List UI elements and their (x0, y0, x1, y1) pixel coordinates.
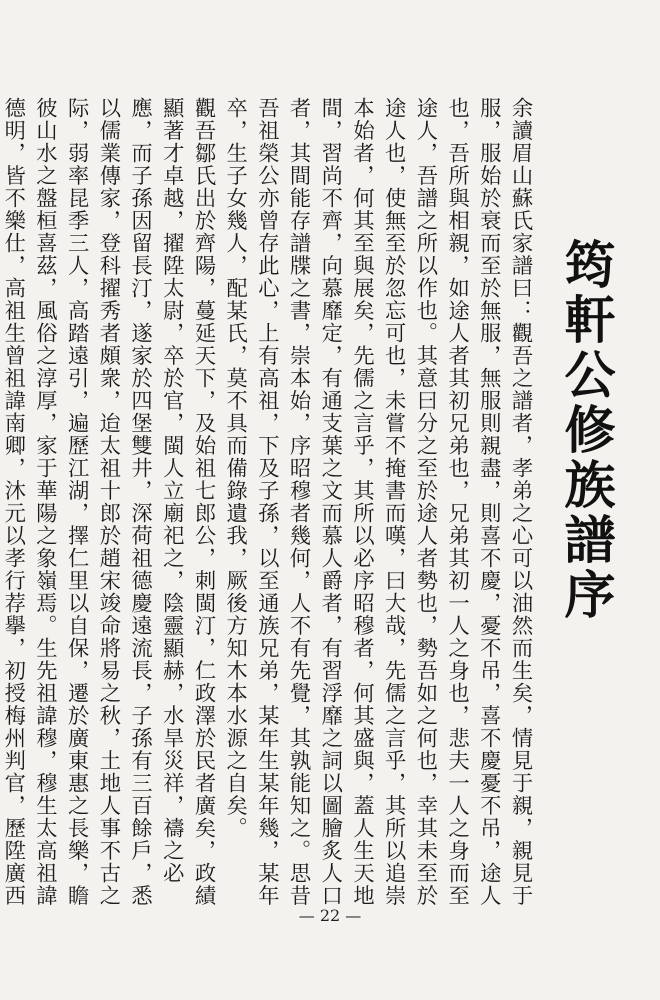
body-text (0, 97, 536, 917)
page-number: — 22 — (298, 906, 362, 925)
document-title: 筠軒公修族譜序 (555, 238, 615, 623)
paragraph-1: 余讀眉山蘇氏家譜曰：觀吾之譜者，孝弟之心可以油然而生矣，情見于親，親見于服，服始於衰而至於無服，無服則親盡，則喜不慶，憂不吊，喜不慶憂不吊，途人也，吾所與相親，如途人者其初兄弟也，兄弟其初一人之身也，悲夫一人之身而至途人，吾譜之所以作也。其意曰分之至於途人者勢也，勢吾如之何也，幸其未至於途人也，使無至於忽忘可也，未嘗不掩書而嘆，曰大哉，先儒之言乎，其所以追崇本始者，何其至與展矣，先儒之言乎，其所以必序昭穆者，何其盛與，蓋人生天地間，習尚不齊，向慕靡定，有通支葉之文而慕人爵者，有習浮靡之詞以圖膾炙人口者，其間能存譜牒之書，崇本始，序昭穆者幾何，人不有先覺，其孰能知之。思昔吾祖榮公亦曾存此心，上有高祖，下及子孫，以至通族兄弟，某年生某年幾，某年卒，生子女幾人，配某氏，莫不具而備錄遺我，厥後方知木本水源之自矣。 (222, 97, 533, 907)
paragraph-2: 觀吾鄒氏出於齊陽，蔓延天下，及始祖七郎公，刺閩汀，仁政澤於民者廣矣，政績顯著才卓越，擢陞太尉，卒於官，閩人立廟祀之，陰靈顯赫，水旱災祥，禱之必應，而子孫因留長汀，遂家於四堡雙井，深荷祖德慶遠流長，子孫有三百餘戶，悉以儒業傳家，登科擢秀者頗衆，迨太祖十郎於趙宋竣命將易之秋，土地人事不古之际，弱率昆季三人，高踏遠引，遍歷江湖，擇仁里以自保，遷於廣東惠之長樂，瞻彼山水之盤桓喜茲，風俗之淳厚，家于華陽之象嶺焉。生先祖諱穆，穆生太高祖諱德明，皆不樂仕，高祖生曾祖諱南卿，沐元以孝行荐擧，初授梅州判官，歷陞廣西 (0, 97, 216, 907)
